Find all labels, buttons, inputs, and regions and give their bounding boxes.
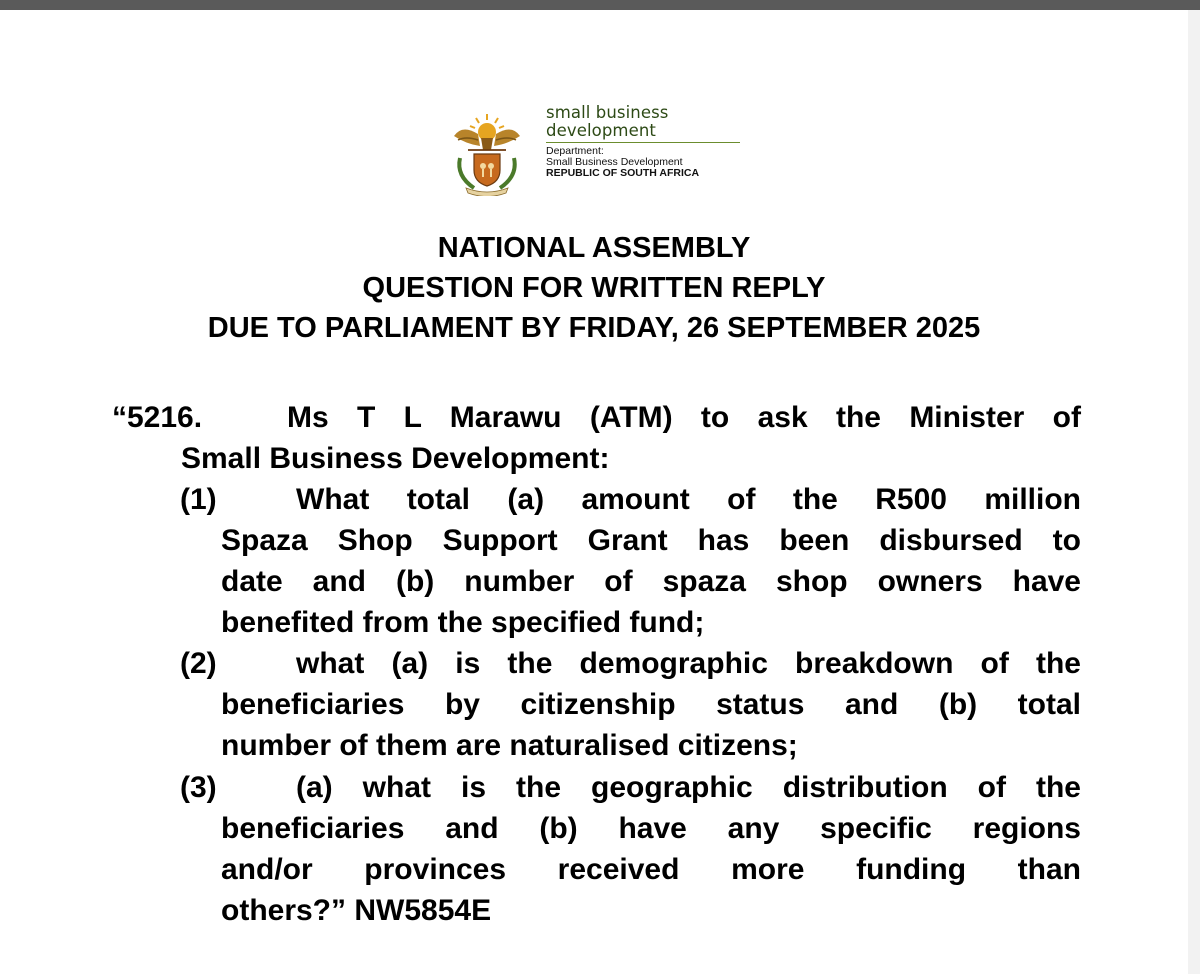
heading-line-2: QUESTION FOR WRITTEN REPLY bbox=[362, 272, 826, 304]
department-logo bbox=[448, 104, 748, 196]
item-line: Spaza Shop Support Grant has been disbursed to bbox=[221, 524, 1081, 557]
logo-department-label: Department: bbox=[546, 145, 604, 157]
logo-title-line1: small business bbox=[546, 103, 669, 122]
item-line: date and (b) number of spaza shop owners have bbox=[221, 565, 1081, 598]
question-intro-line-1: Ms T L Marawu (ATM) to ask the Minister of bbox=[287, 401, 1081, 434]
scrollbar-track[interactable] bbox=[1188, 10, 1200, 974]
item-line: What total (a) amount of the R500 million bbox=[296, 483, 1081, 516]
item-line: others?” NW5854E bbox=[221, 894, 492, 927]
document-heading bbox=[0, 228, 1188, 348]
logo-country: REPUBLIC OF SOUTH AFRICA bbox=[546, 167, 700, 179]
item-label: (2) bbox=[180, 647, 217, 680]
question-number: “5216. bbox=[112, 401, 203, 434]
item-line: benefited from the specified fund; bbox=[221, 606, 705, 639]
logo-divider bbox=[546, 142, 740, 143]
logo-text bbox=[546, 104, 746, 179]
question-intro-line-2: Small Business Development: bbox=[181, 442, 610, 475]
heading-line-3: DUE TO PARLIAMENT BY FRIDAY, 26 SEPTEMBER 2025 bbox=[207, 312, 981, 344]
logo-department-name: Small Business Development bbox=[546, 156, 683, 168]
heading-line-1: NATIONAL ASSEMBLY bbox=[437, 232, 751, 264]
item-label: (3) bbox=[180, 771, 217, 804]
item-line: (a) what is the geographic distribution of the bbox=[296, 771, 1081, 804]
item-label: (1) bbox=[180, 483, 217, 516]
item-line: beneficiaries and (b) have any specific regions bbox=[221, 812, 1081, 845]
item-line: beneficiaries by citizenship status and (b) total bbox=[221, 688, 1081, 721]
coat-of-arms-icon bbox=[448, 110, 526, 196]
item-line: number of them are naturalised citizens; bbox=[221, 729, 798, 762]
item-line: and/or provinces received more funding than bbox=[221, 853, 1081, 886]
item-line: what (a) is the demographic breakdown of the bbox=[296, 647, 1081, 680]
logo-title-line2: development bbox=[546, 121, 656, 140]
